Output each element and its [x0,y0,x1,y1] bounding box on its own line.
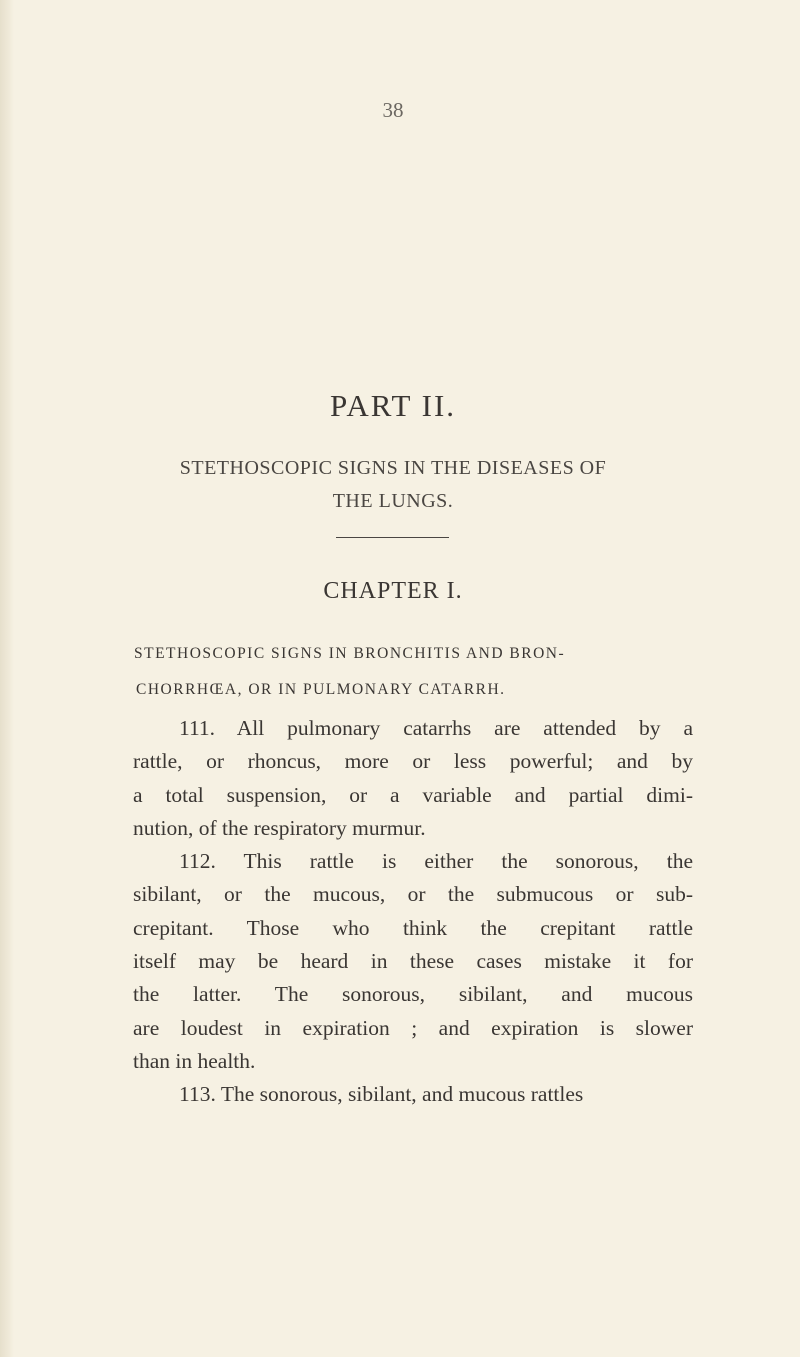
part-subtitle-line: THE LUNGS. [332,490,454,512]
body-text [133,712,693,1112]
paragraph-111-line: 111. All pulmonary catarrhs are attended by a [179,716,693,740]
paragraph-111-line: a total suspension, or a variable and partial dimi- [133,782,693,807]
part-title: PART II. [329,388,457,423]
part-subtitle-line: STETHOSCOPIC SIGNS IN THE DISEASES OF [179,457,607,479]
paragraph-111-line: rattle, or rhoncus, more or less powerful; and by [133,749,693,774]
paragraph-112-line: itself may be heard in these cases mistake it for [133,949,693,974]
paragraph-113-line: 113. The sonorous, sibilant, and mucous rattles [179,1082,584,1107]
chapter-subtitle-line: STETHOSCOPIC SIGNS IN BRONCHITIS AND BRON- [134,645,566,662]
paragraph-112-line: sibilant, or the mucous, or the submucous or sub- [133,882,693,907]
paragraph-112-line: 112. This rattle is either the sonorous, the [179,849,693,874]
paragraph-112-line: crepitant. Those who think the crepitant rattle [133,915,693,940]
chapter-subtitle-line: CHORRHŒA, OR IN PULMONARY CATARRH. [136,681,506,698]
paragraph-111-line: nution, of the respiratory murmur. [133,815,426,840]
page-number: 38 [382,98,404,122]
chapter-subtitle [134,636,734,708]
paragraph-112-line: than in health. [133,1048,256,1073]
chapter-title: CHAPTER I. [323,578,463,604]
paragraph-112-line: the latter. The sonorous, sibilant, and mucous [133,982,693,1007]
part-subtitle [100,452,686,518]
section-divider-rule [336,537,449,538]
paragraph-112-line: are loudest in expiration ; and expiration is slower [133,1015,693,1040]
